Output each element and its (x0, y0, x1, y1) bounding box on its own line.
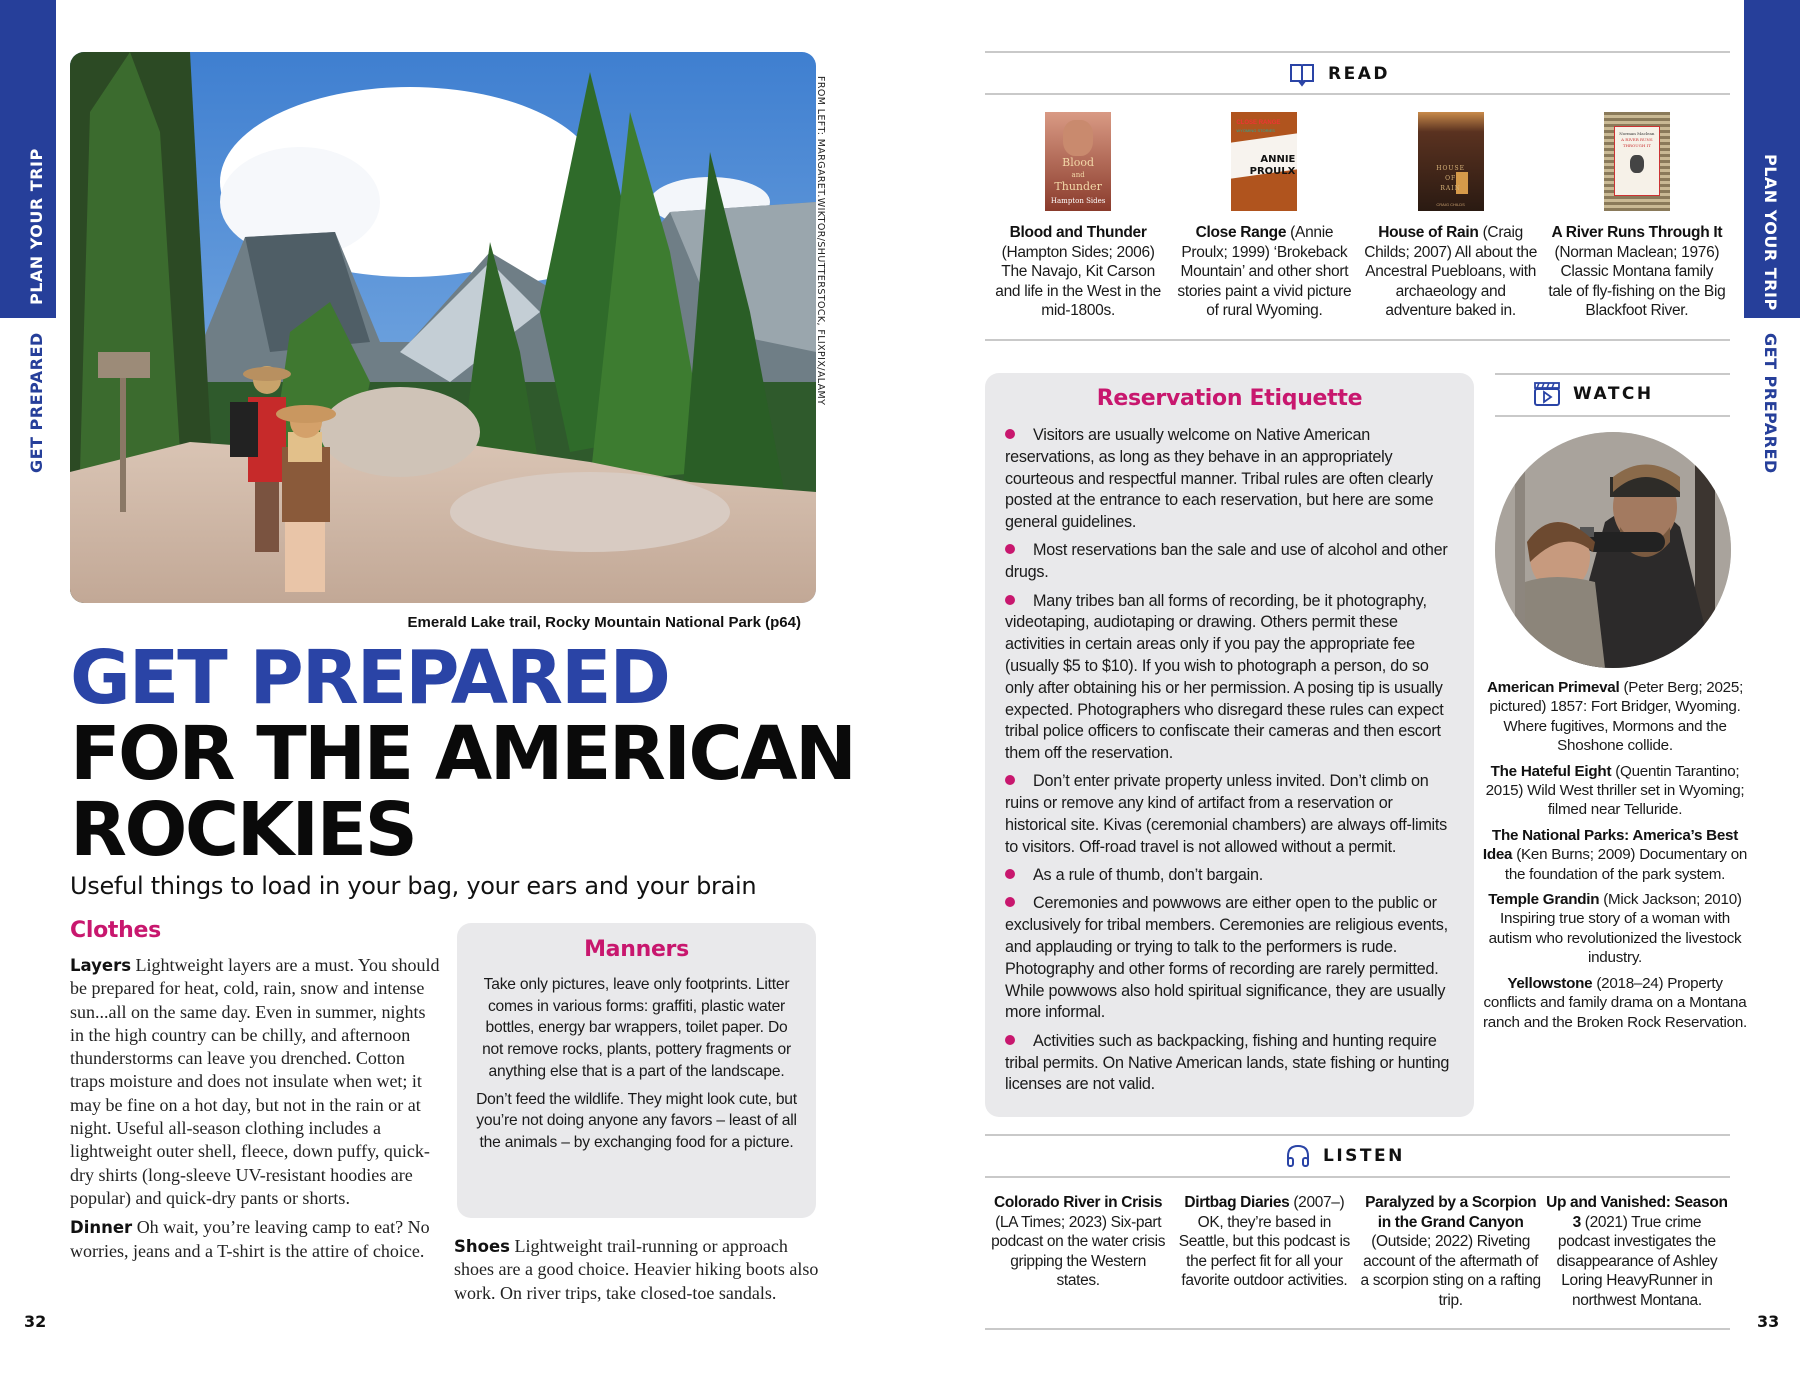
podcast-item: Up and Vanished: Season 3 (2021) True crime podcast investigates the disappearance of Ashley Loring HeavyRunner in northwest Montana. (1546, 1194, 1728, 1309)
title-line-2: FOR THE AMERICAN (70, 711, 855, 797)
book-cover: HOUSE OF RAIN CRAIG CHILDS (1418, 112, 1484, 211)
etiquette-item: Activities such as backpacking, fishing and hunting require tribal permits. On Native American lands, state fishing or hunting licenses are not valid. (1005, 1031, 1450, 1094)
read-label: READ (1328, 64, 1390, 84)
section-tab (0, 0, 56, 318)
chapter-tab-label: GET PREPARED (1761, 333, 1780, 474)
watch-item: American Primeval (Peter Berg; 2025; pictured) 1857: Fort Bridger, Wyoming. Where fugitives, Mormons and the Shoshone collide. (1486, 679, 1744, 755)
reservation-etiquette-box (985, 373, 1474, 1117)
chapter-tab (0, 318, 56, 488)
layers-label: Layers (70, 956, 132, 975)
shoes-label: Shoes (454, 1237, 510, 1256)
headphones-icon (1285, 1143, 1311, 1169)
layers-paragraph (70, 954, 440, 1210)
bullet-icon (1005, 429, 1015, 439)
book-title: House of Rain (1378, 224, 1479, 241)
mountain-trail-image (70, 52, 816, 603)
section-tab-label: PLAN YOUR TRIP (27, 148, 46, 305)
watch-item: The Hateful Eight (Quentin Tarantino; 2015) Wild West thriller set in Wyoming; filmed near Telluride. (1485, 762, 1745, 819)
manners-paragraph: Don’t feed the wildlife. They might look cute, but you’re not doing anyone any favors – least of all the animals – by exchanging food for a picture. (476, 1090, 797, 1151)
etiquette-heading: Reservation Etiquette (1096, 386, 1363, 411)
manners-paragraph: Take only pictures, leave only footprints. Litter comes in various forms: graffiti, plastic water bottles, energy bar wrappers, toilet paper. Do not remove rocks, plants, pottery fragments or anything else that is a part of the landscape. (482, 976, 791, 1080)
book-cover: Blood and Thunder Hampton Sides (1045, 112, 1111, 211)
bullet-icon (1005, 544, 1015, 554)
podcast-title: Paralyzed by a Scorpion in the Grand Canyon (1365, 1194, 1537, 1231)
etiquette-item: Visitors are usually welcome on Native American reservations, as long as they behave in an appropriately courteous and respectful manner. Tribal rules are often clearly posted at the entrance to each reservation, but here are some general guidelines. (1005, 426, 1434, 532)
watch-item: The National Parks: America’s Best Idea (Ken Burns; 2009) Documentary on the foundation of the park system. (1482, 826, 1748, 883)
book-list (985, 110, 1730, 321)
shoes-text: Lightweight trail-running or approach shoes are a good choice. Heavier hiking boots also work. On river trips, take closed-toe sandals. (454, 1236, 819, 1303)
film-still-photo (1495, 432, 1731, 668)
watch-header (1533, 381, 1654, 407)
film-title: Temple Grandin (1488, 891, 1600, 909)
podcast-item: Dirtbag Diaries (2007–) OK, they’re based in Seattle, but this podcast is the perfect fit for all your favorite outdoor activities. (1178, 1194, 1350, 1290)
divider (985, 51, 1730, 53)
bullet-icon (1005, 897, 1015, 907)
bullet-icon (1005, 1035, 1015, 1045)
clothes-column (70, 954, 440, 1269)
clothes-heading: Clothes (70, 918, 161, 943)
book-item (1544, 110, 1730, 321)
bullet-icon (1005, 595, 1015, 605)
watch-list (1482, 678, 1748, 1038)
divider (985, 1328, 1730, 1330)
dinner-text: Oh wait, you’re leaving camp to eat? No worries, jeans and a T-shirt is the attire of choice. (70, 1217, 430, 1261)
etiquette-item: Don’t enter private property unless invited. Don’t climb on ruins or remove any kind of artifact from a reservation or historical site. Kivas (ceremonial chambers) are always off-limits to visitors. Off-road travel is not allowed without a permit. (1005, 772, 1447, 856)
right-side-tab (1744, 0, 1800, 488)
book-item (1358, 110, 1544, 321)
photo-credit: FROM LEFT: MARGARET.WIKTOR/SHUTTERSTOCK, FLIXPIX/ALAMY (815, 76, 826, 406)
podcast-item: Colorado River in Crisis (LA Times; 2023) Six-part podcast on the water crisis gripping the Western states. (991, 1194, 1166, 1290)
book-icon (1288, 60, 1316, 88)
book-description: House of Rain (Craig Childs; 2007) All about the Ancestral Puebloans, with archaeology and adventure baked in. (1364, 224, 1538, 320)
film-title: American Primeval (1486, 679, 1620, 696)
read-header (1288, 60, 1390, 88)
film-title: The National Parks: America’s Best Idea (1482, 826, 1739, 864)
etiquette-item: Many tribes ban all forms of recording, be it photography, videotaping, audiotaping or drawing. Others permit these activities in certain areas only if you pay the appropriate fee (usually $5 to $10). If you wish to photograph a person, do so only after obtaining his or her permission. A posing tip is usually expected. Photographers who disregard these rules can expect tribal police officers to confiscate their cameras and then escort them off the reservation. (1005, 591, 1444, 763)
etiquette-item: Ceremonies and powwows are either open to the public or exclusively for tribal members. Ceremonies are religious events, and applauding or trying to talk to the performers is rude. Photography and other forms of recording are rarely permitted. While powwows also hold spiritual significance, they are usually more informal. (1005, 894, 1448, 1022)
manners-heading: Manners (584, 937, 689, 962)
film-title: The Hateful Eight (1490, 762, 1612, 780)
section-tab-label: PLAN YOUR TRIP (1761, 154, 1780, 311)
divider (1495, 415, 1730, 417)
divider (985, 1134, 1730, 1136)
hero-photo (70, 52, 816, 603)
book-description: Blood and Thunder (Hampton Sides; 2006) The Navajo, Kit Carson and life in the West in the mid-1800s. (995, 224, 1161, 320)
watch-label: WATCH (1573, 384, 1654, 404)
divider (985, 93, 1730, 95)
manners-box (457, 923, 816, 1218)
podcast-title: Colorado River in Crisis (994, 1194, 1163, 1211)
title-line-1: GET PREPARED (70, 635, 669, 721)
clapperboard-icon (1533, 381, 1561, 407)
title-line-3: ROCKIES (70, 787, 416, 873)
photo-caption: Emerald Lake trail, Rocky Mountain National Park (p64) (407, 614, 801, 631)
watch-item: Temple Grandin (Mick Jackson; 2010) Inspiring true story of a woman with autism who revolutionized the livestock industry. (1488, 891, 1742, 967)
film-title: Yellowstone (1507, 974, 1593, 992)
etiquette-list (1005, 425, 1454, 1096)
book-cover: Norman Maclean A RIVER RUNS THROUGH IT (1604, 112, 1670, 211)
page-number-left: 32 (24, 1312, 47, 1331)
podcast-title: Up and Vanished: Season 3 (1546, 1194, 1728, 1231)
chapter-tab (1744, 318, 1800, 488)
shoes-column (454, 1235, 820, 1311)
book-item (985, 110, 1171, 321)
etiquette-item: Most reservations ban the sale and use of alcohol and other drugs. (1005, 541, 1448, 582)
chapter-tab-label: GET PREPARED (27, 332, 46, 473)
shoes-paragraph (454, 1235, 820, 1305)
divider (985, 339, 1730, 341)
left-side-tab (0, 0, 56, 488)
bullet-icon (1005, 775, 1015, 785)
book-title: Close Range (1195, 224, 1287, 241)
page-title (70, 635, 855, 873)
book-title: A River Runs Through It (1551, 224, 1723, 241)
film-still-image (1495, 432, 1731, 668)
book-item (1171, 110, 1357, 321)
dinner-label: Dinner (70, 1218, 133, 1238)
podcast-title: Dirtbag Diaries (1184, 1194, 1290, 1211)
divider (985, 1176, 1730, 1178)
podcast-list (985, 1193, 1730, 1311)
section-tab (1744, 0, 1800, 318)
book-title: Blood and Thunder (1009, 224, 1147, 241)
book-description: A River Runs Through It (Norman Maclean; 1976) Classic Montana family tale of fly-fishing on the Big Blackfoot River. (1548, 224, 1726, 320)
page-subtitle: Useful things to load in your bag, your ears and your brain (70, 872, 757, 900)
bullet-icon (1005, 869, 1015, 879)
book-description: Close Range (Annie Proulx; 1999) ‘Brokeback Mountain’ and other short stories paint a vivid picture of rural Wyoming. (1177, 224, 1352, 320)
listen-label: LISTEN (1323, 1146, 1405, 1166)
layers-text: Lightweight layers are a must. You should be prepared for heat, cold, rain, snow and intense sun...all on the same day. Even in summer, nights in the high country can be chilly, and afternoon thunderstorms can leave you drenched. Cotton traps moisture and does not insulate when wet; it may be fine on a hot day, but not in the rain or at night. Useful all-season clothing includes a lightweight outer shell, fleece, down puffy, quick-dry shirts (long-sleeve UV-resistant hoodies are popular) and quick-dry pants or shorts. (70, 955, 440, 1208)
podcast-item: Paralyzed by a Scorpion in the Grand Canyon (Outside; 2022) Riveting account of the aftermath of a scorpion sting on a rafting trip. (1360, 1194, 1541, 1309)
book-cover: CLOSE RANGE WYOMING STORIES ANNIE PROULX (1231, 112, 1297, 211)
listen-header (1285, 1143, 1405, 1169)
watch-item: Yellowstone (2018–24) Property conflicts and family drama on a Montana ranch and the Broken Rock Reservation. (1482, 974, 1748, 1031)
divider (1495, 373, 1730, 375)
etiquette-item: As a rule of thumb, don’t bargain. (1005, 865, 1454, 887)
page-number-right: 33 (1757, 1312, 1780, 1331)
dinner-paragraph (70, 1216, 440, 1263)
